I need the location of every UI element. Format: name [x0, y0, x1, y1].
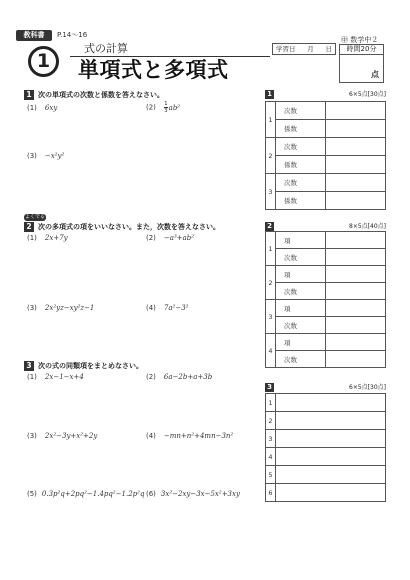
question-item	[146, 101, 180, 114]
answer-field-label: 係数	[276, 120, 326, 138]
answer-cell[interactable]	[326, 334, 386, 351]
item-expression: −mn+n²+4mn−3n²	[163, 432, 234, 440]
question-item	[27, 303, 94, 313]
answer-table-3	[265, 393, 386, 502]
time-limit: 時間20分	[339, 44, 384, 55]
question-text: 次の多項式の項をいいなさい。また，次数を答えなさい。	[38, 223, 220, 231]
answer-cell[interactable]	[326, 317, 386, 334]
item-expression: 2x−1−x+4	[44, 373, 84, 381]
item-label: (1)	[27, 104, 37, 112]
answer-cell[interactable]	[326, 120, 386, 138]
answer-cell[interactable]	[326, 156, 386, 174]
question-text: 次の式の同類項をまとめなさい。	[38, 362, 143, 370]
fraction-denominator: 3	[164, 108, 168, 114]
answer-row-label: 2	[266, 266, 276, 300]
score-box[interactable]	[339, 55, 384, 83]
answer-row-label: 1	[266, 232, 276, 266]
answer-field-label: 係数	[276, 156, 326, 174]
answer-row-label: 2	[266, 412, 276, 430]
day-label: 日	[325, 45, 332, 53]
unit-subtitle: 式の計算	[84, 42, 128, 55]
question-item	[146, 233, 194, 243]
item-expression: 0.3p²q+2pq²−1.4pq²−1.2p²q	[41, 490, 145, 498]
unit-number-badge: 1	[28, 46, 59, 77]
answer-field-label: 項	[276, 232, 326, 249]
answer-field-label: 次数	[276, 317, 326, 334]
item-expression: 2x+7y	[44, 234, 68, 242]
item-label: (2)	[146, 234, 156, 242]
answer-row-label: 4	[266, 334, 276, 368]
month-label: 月	[307, 45, 314, 53]
answer-row-label: 3	[266, 430, 276, 448]
textbook-label: 教科書	[16, 30, 52, 41]
answer-cell[interactable]	[326, 266, 386, 283]
grade-label: ㊥ 数学中２	[341, 36, 379, 44]
item-label: (2)	[146, 103, 156, 112]
answer-cell[interactable]	[326, 138, 386, 156]
answer-field-label: 次数	[276, 351, 326, 368]
answer-field-label: 次数	[276, 174, 326, 192]
question-item	[27, 431, 97, 441]
answer-field-label: 次数	[276, 138, 326, 156]
answer-field-label: 項	[276, 266, 326, 283]
question-item	[27, 151, 64, 161]
answer-field-label: 係数	[276, 192, 326, 210]
item-expression: −x²y²	[44, 152, 65, 160]
answer-cell[interactable]	[326, 249, 386, 266]
item-expression: 6a−2b+a+3b	[163, 373, 213, 381]
answer-section-number: 1	[265, 90, 274, 99]
question-item	[146, 303, 188, 313]
frequent-badge: よくでる	[24, 214, 45, 220]
item-label: (4)	[146, 304, 156, 312]
answer-row-label: 1	[266, 394, 276, 412]
item-expression: 2x²−3y+x²+2y	[44, 432, 98, 440]
answer-cell[interactable]	[276, 448, 386, 466]
answer-cell[interactable]	[326, 300, 386, 317]
item-expression: ab²	[168, 103, 181, 112]
answer-row-label: 6	[266, 484, 276, 502]
answer-cell[interactable]	[326, 174, 386, 192]
answer-points: 6×5点[30点]	[349, 91, 386, 98]
page-range: P.14〜16	[57, 31, 88, 39]
study-date-box[interactable]	[272, 43, 336, 55]
answer-cell[interactable]	[276, 412, 386, 430]
item-label: (3)	[27, 152, 37, 160]
item-expression: 2x²yz−xy²z−1	[44, 304, 95, 312]
answer-points: 8×5点[40点]	[349, 223, 386, 230]
question-item	[27, 233, 68, 243]
item-expression: −a³+ab²	[163, 234, 195, 242]
answer-cell[interactable]	[326, 283, 386, 300]
answer-field-label: 次数	[276, 249, 326, 266]
answer-field-label: 項	[276, 300, 326, 317]
question-item	[146, 372, 212, 382]
item-label: (3)	[27, 304, 37, 312]
answer-section-number: 2	[265, 222, 274, 231]
question-text: 次の単項式の次数と係数を答えなさい。	[38, 91, 164, 99]
date-label: 学習日	[276, 45, 296, 53]
question-number: 1	[24, 90, 34, 100]
question-item	[146, 431, 233, 441]
answer-cell[interactable]	[276, 394, 386, 412]
item-label: (2)	[146, 373, 156, 381]
item-expression: 3x²−2xy−3x−5x²+3xy	[160, 490, 240, 498]
answer-section-number: 3	[265, 383, 274, 392]
answer-cell[interactable]	[276, 484, 386, 502]
answer-field-label: 次数	[276, 102, 326, 120]
item-label: (1)	[27, 373, 37, 381]
answer-field-label: 次数	[276, 283, 326, 300]
item-expression: 6xy	[44, 104, 58, 112]
answer-row-label: 3	[266, 174, 276, 210]
answer-row-label: 3	[266, 300, 276, 334]
answer-row-label: 4	[266, 448, 276, 466]
answer-row-label: 1	[266, 102, 276, 138]
answer-cell[interactable]	[326, 102, 386, 120]
answer-field-label: 項	[276, 334, 326, 351]
answer-cell[interactable]	[276, 430, 386, 448]
answer-points: 6×5点[30点]	[349, 384, 386, 391]
answer-cell[interactable]	[326, 192, 386, 210]
question-item	[146, 489, 240, 499]
question-number: 2	[24, 222, 34, 232]
question-item	[27, 103, 57, 113]
item-expression: 7a²−3²	[163, 304, 189, 312]
answer-table-1	[265, 101, 386, 210]
fraction	[164, 101, 168, 114]
item-label: (5)	[27, 490, 37, 498]
question-number: 3	[24, 361, 34, 371]
item-label: (1)	[27, 234, 37, 242]
answer-cell[interactable]	[326, 232, 386, 249]
answer-table-2	[265, 231, 386, 368]
item-label: (3)	[27, 432, 37, 440]
answer-cell[interactable]	[326, 351, 386, 368]
item-label: (6)	[146, 490, 156, 498]
question-item	[27, 489, 144, 499]
answer-row-label: 2	[266, 138, 276, 174]
answer-cell[interactable]	[276, 466, 386, 484]
item-label: (4)	[146, 432, 156, 440]
question-item	[27, 372, 84, 382]
answer-row-label: 5	[266, 466, 276, 484]
score-unit: 点	[371, 70, 379, 79]
fraction-numerator: 1	[164, 101, 168, 107]
page-title: 単項式と多項式	[78, 58, 229, 82]
